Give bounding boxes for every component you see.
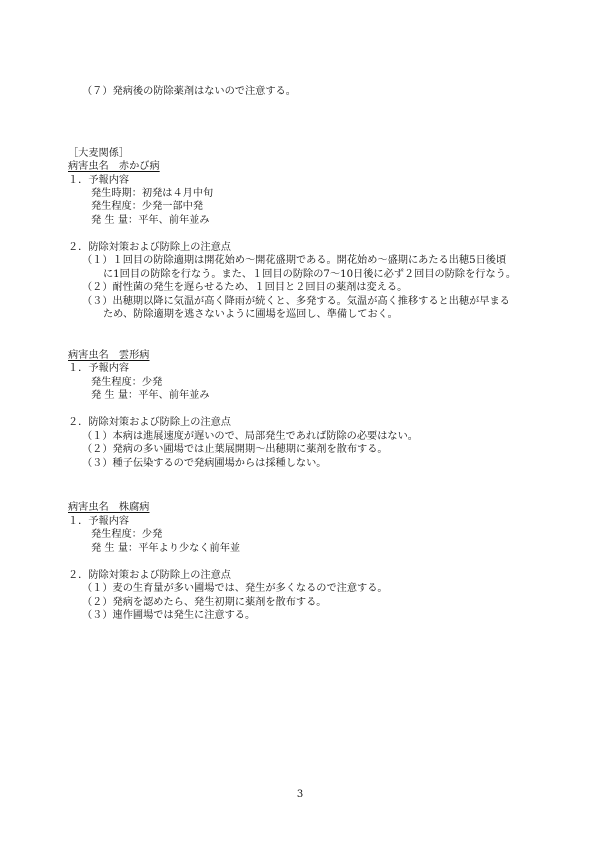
measures-label-1: ２．防除対策および防除上の注意点 bbox=[68, 242, 231, 253]
top-note: （７）発病後の防除薬剤はないので注意する。 bbox=[82, 86, 296, 97]
forecast-line: 発生程度：少発 bbox=[91, 529, 163, 540]
disease-heading-3: 病害虫名 株腐病 bbox=[68, 502, 150, 513]
forecast-line: 発生程度：少発 bbox=[91, 377, 163, 388]
measure-line: （３）種子伝染するので発病圃場からは採種しない。 bbox=[82, 458, 327, 469]
measure-line: （３）連作圃場では発生に注意する。 bbox=[82, 610, 256, 621]
measure-line: に1回目の防除を行なう。また、１回目の防除の7～10日後に必ず２回目の防除を行なう。 bbox=[103, 269, 517, 280]
measures-label-3: ２．防除対策および防除上の注意点 bbox=[68, 570, 231, 581]
measure-line: （３）出穂期以降に気温が高く降雨が続くと、多発する。気温が高く推移すると出穂が早まる bbox=[82, 296, 510, 307]
forecast-line: 発 生 量：平年、前年並み bbox=[91, 215, 210, 226]
measure-line: ため、防除適期を逃さないように圃場を巡回し、準備しておく。 bbox=[103, 309, 398, 320]
measure-line: （２）耐性菌の発生を遅らせるため、１回目と２回目の薬剤は変える。 bbox=[82, 282, 408, 293]
page-number: 3 bbox=[296, 789, 304, 800]
forecast-line: 発生程度：少発一部中発 bbox=[91, 201, 204, 212]
measures-label-2: ２．防除対策および防除上の注意点 bbox=[68, 417, 231, 428]
measure-line: （２）発病を認めたら、発生初期に薬剤を散布する。 bbox=[82, 597, 327, 608]
disease-heading-2: 病害虫名 雲形病 bbox=[68, 350, 150, 361]
forecast-label-3: １．予報内容 bbox=[68, 516, 130, 527]
measure-line: （２）発病の多い圃場では止葉展開期～出穂期に薬剤を散布する。 bbox=[82, 444, 388, 455]
forecast-label-1: １．予報内容 bbox=[68, 175, 130, 186]
measure-line: （１）麦の生育量が多い圃場では、発生が多くなるので注意する。 bbox=[82, 583, 388, 594]
section-title: ［大麦関係］ bbox=[68, 148, 130, 159]
forecast-line: 発 生 量：平年、前年並み bbox=[91, 390, 210, 401]
measure-line: （１）１回目の防除適期は開花始め～開花盛期である。開花始め～盛期にあたる出穂5日後頃 bbox=[82, 255, 507, 266]
forecast-line: 発 生 量：平年より少なく前年並 bbox=[91, 543, 241, 554]
disease-heading-1: 病害虫名 赤かび病 bbox=[68, 161, 160, 172]
measure-line: （１）本病は進展速度が遅いので、局部発生であれば防除の必要はない。 bbox=[82, 431, 418, 442]
forecast-label-2: １．予報内容 bbox=[68, 363, 130, 374]
forecast-line: 発生時期：初発は４月中旬 bbox=[91, 188, 214, 199]
